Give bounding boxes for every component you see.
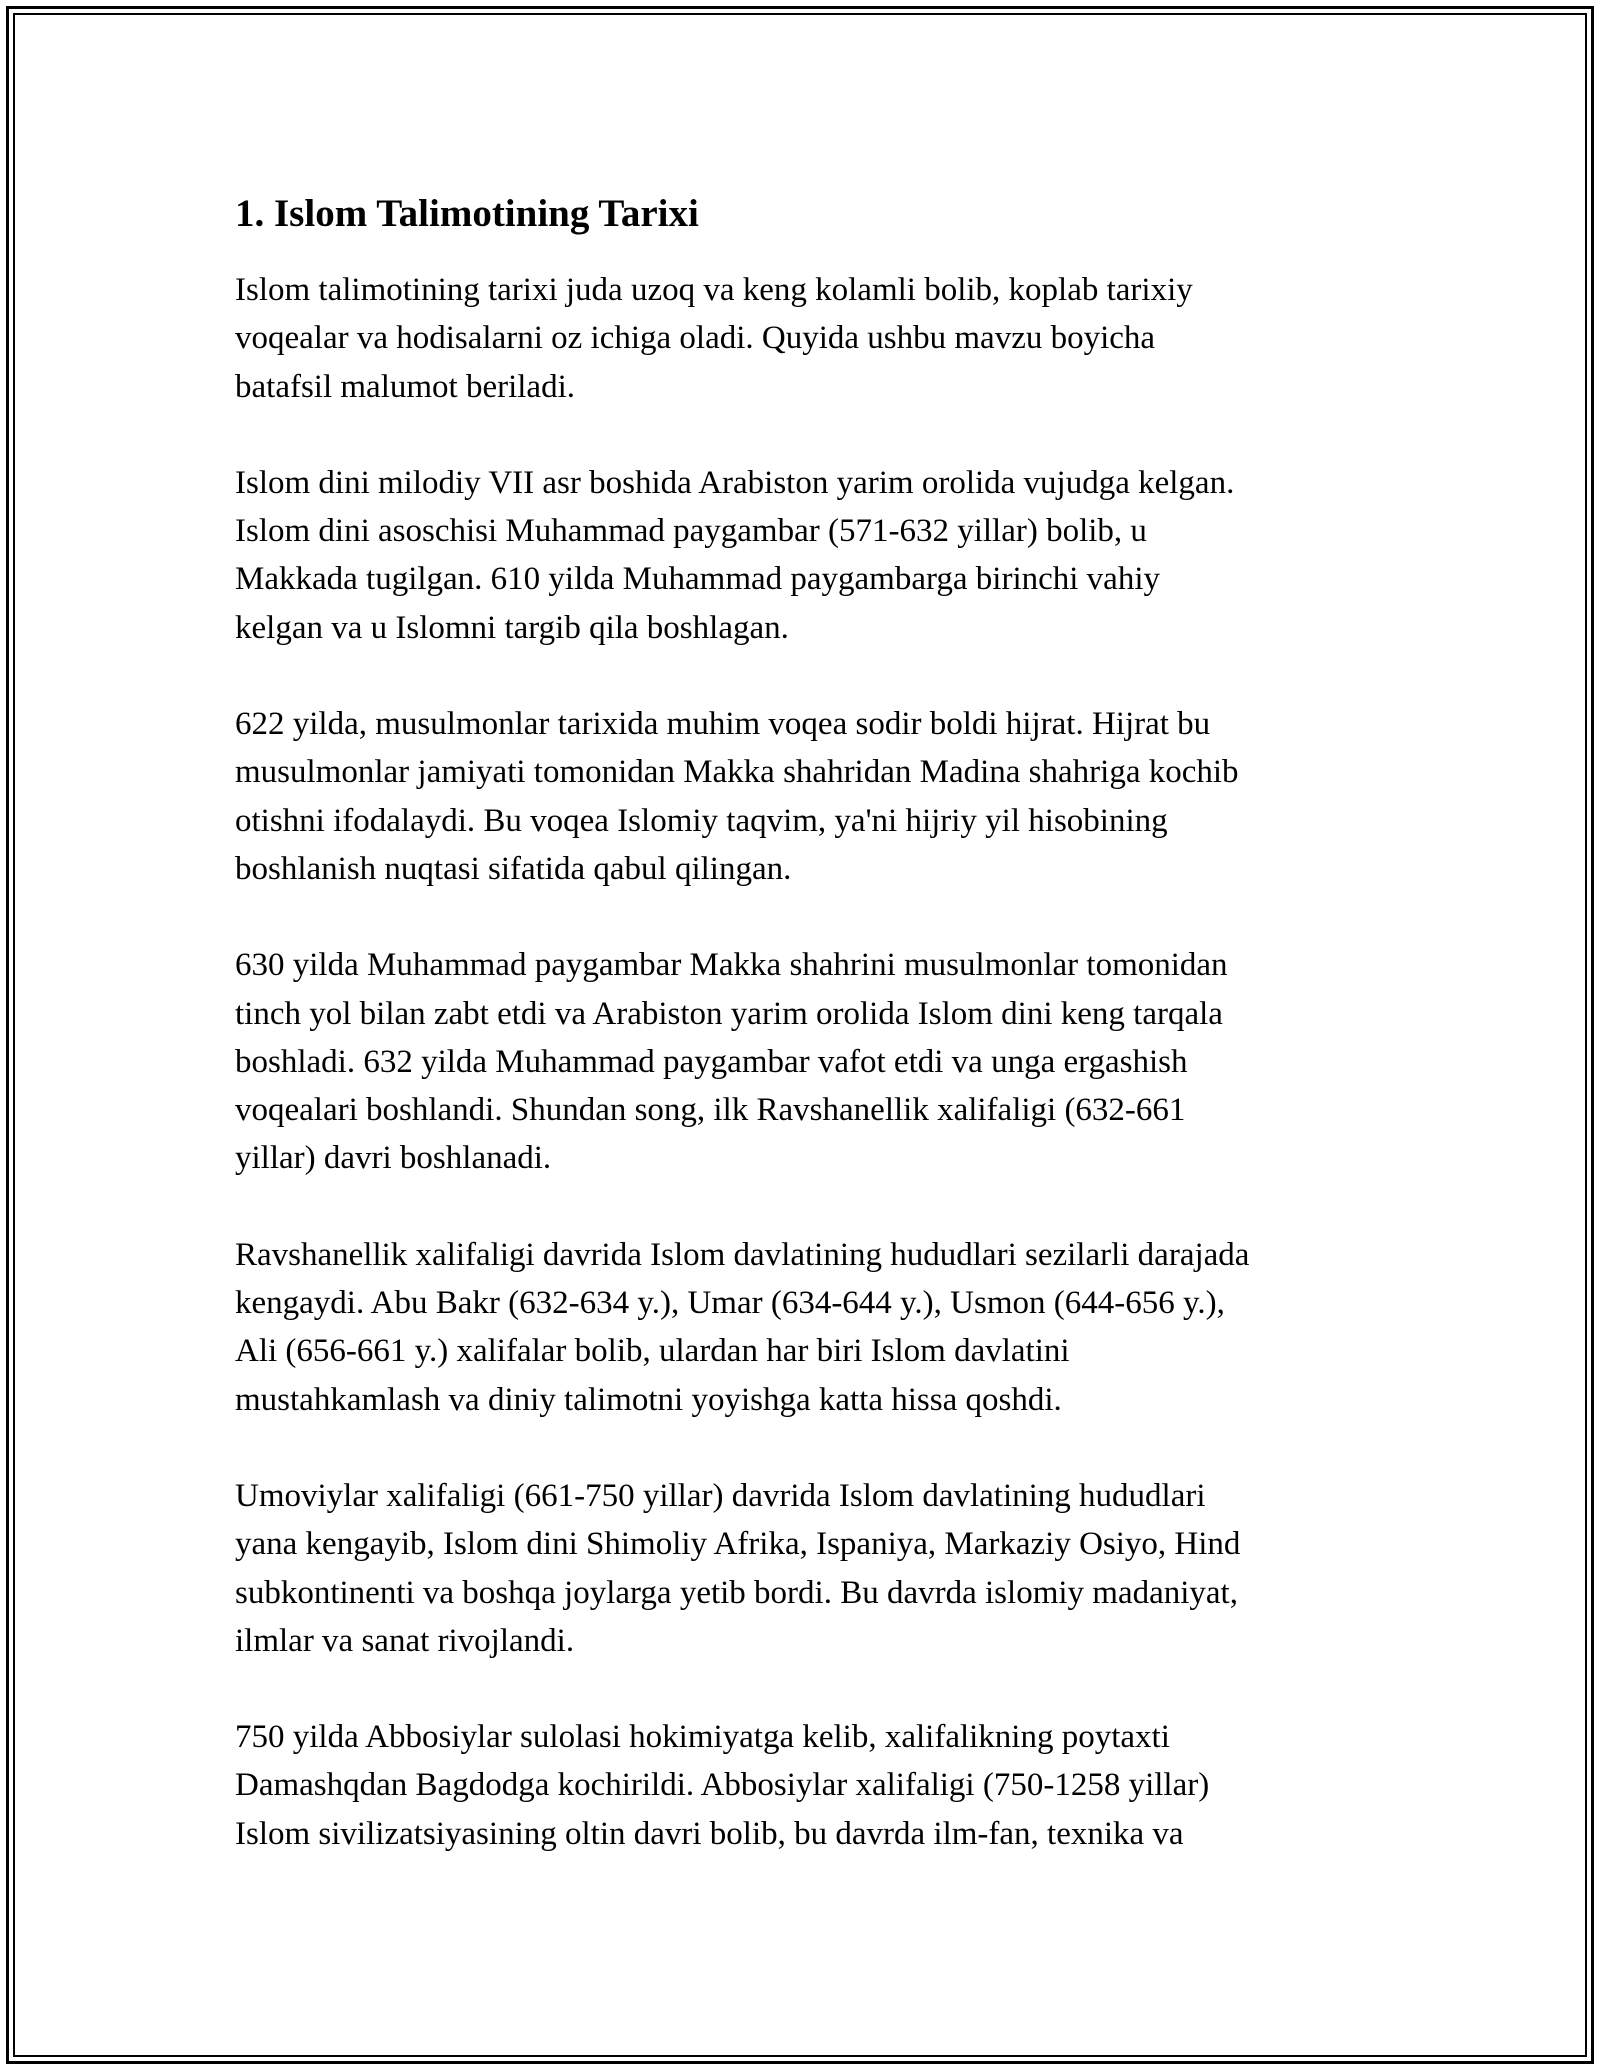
- paragraph-makka-conquest: 630 yilda Muhammad paygambar Makka shahrini musulmonlar tomonidan tinch yol bilan zabt etdi va Arabiston yarim orolida Islom dini keng tarqala boshladi. 632 yilda Muhammad paygambar vafot etdi va unga ergashish voqealari boshlandi. Shundan song, ilk Ravshanellik xalifaligi (632-661 yillar) davri boshlanadi.: [235, 947, 1228, 1177]
- paragraph-hijrat: 622 yilda, musulmonlar tarixida muhim voqea sodir boldi hijrat. Hijrat bu musulmonlar jamiyati tomonidan Makka shahridan Madina shahriga kochib otishni ifodalaydi. Bu voqea Islomiy taqvim, ya'ni hijriy yil hisobining boshlanish nuqtasi sifatida qabul qilingan.: [235, 706, 1239, 887]
- paragraph-intro: Islom talimotining tarixi juda uzoq va keng kolamli bolib, koplab tarixiy voqealar va hodisalarni oz ichiga oladi. Quyida ushbu mavzu boyicha batafsil malumot beriladi.: [235, 272, 1193, 405]
- paragraph-origins: Islom dini milodiy VII asr boshida Arabiston yarim orolida vujudga kelgan. Islom dini asoschisi Muhammad paygambar (571-632 yillar) bolib, u Makkada tugilgan. 610 yilda Muhammad paygambarga birinchi vahiy kelgan va u Islomni targib qila boshlagan.: [235, 464, 1235, 646]
- paragraph-umayyad-caliphate: Umoviylar xalifaligi (661-750 yillar) davrida Islom davlatining hududlari yana kengayib, Islom dini Shimoliy Afrika, Ispaniya, Markaziy Osiyo, Hind subkontinenti va boshqa joylarga yetib bordi. Bu davrda islomiy madaniyat, ilmlar va sanat rivojlandi.: [235, 1477, 1241, 1659]
- paragraph-abbasid-caliphate: 750 yilda Abbosiylar sulolasi hokimiyatga kelib, xalifalikning poytaxti Damashqdan Bagdodga kochirildi. Abbosiylar xalifaligi (750-1258 yillar) Islom sivilizatsiyasining oltin davri bolib, bu davrda ilm-fan, texnika va: [235, 1719, 1210, 1852]
- document-body: [235, 186, 1375, 1906]
- paragraph-rashidun-caliphate: Ravshanellik xalifaligi davrida Islom davlatining hududlari sezilarli darajada kengaydi. Abu Bakr (632-634 y.), Umar (634-644 y.), Usmon (644-656 y.), Ali (656-661 y.) xalifalar bolib, ulardan har biri Islom davlatini mustahkamlash va diniy talimotni yoyishga katta hissa qoshdi.: [235, 1236, 1250, 1418]
- section-heading: 1. Islom Talimotining Tarixi: [235, 192, 699, 235]
